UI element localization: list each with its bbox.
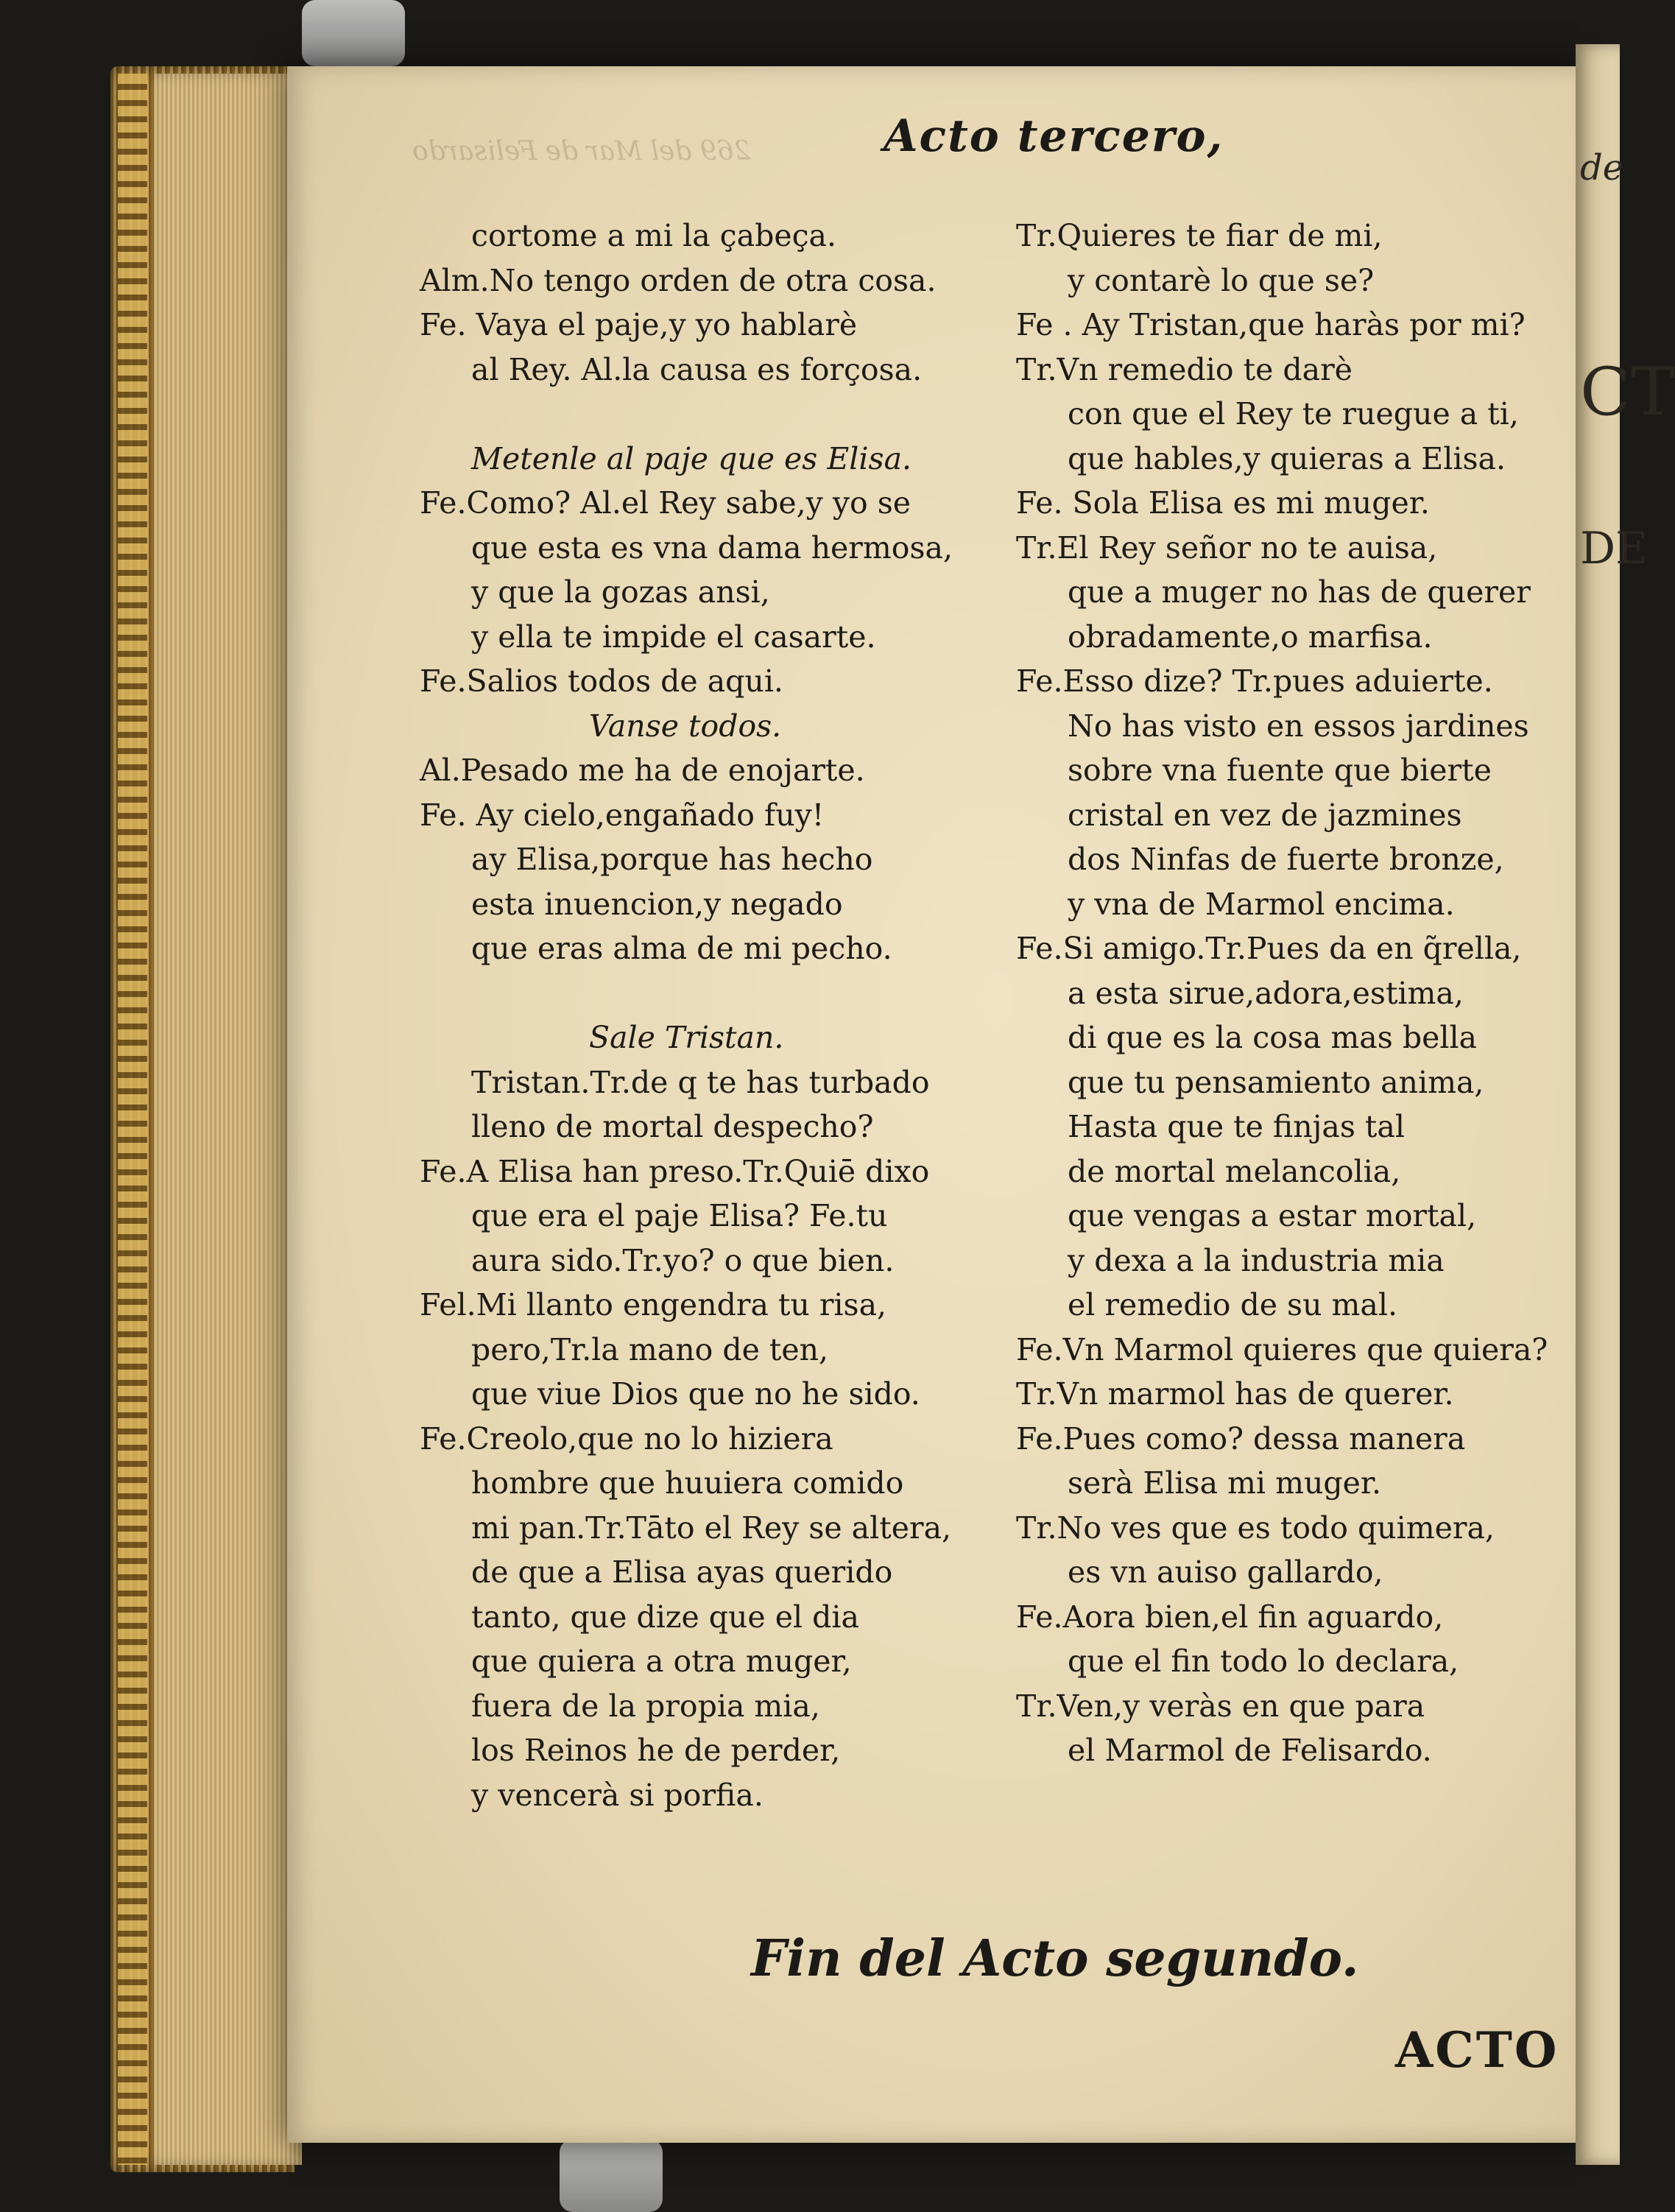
verse-line: que era el paje Elisa? Fe.tu: [471, 1198, 888, 1233]
blank-line: [420, 392, 965, 437]
verse-line: cortome a mi la çabeça.: [471, 218, 837, 253]
verse-line: Fe.A Elisa han preso.Tr.Quiē dixo: [420, 1153, 930, 1189]
verse-line: Fe.Como? Al.el Rey sabe,y yo se: [420, 485, 911, 521]
verse-line: es vn auiso gallardo,: [1068, 1554, 1383, 1590]
verse-line: Fel.Mi llanto engendra tu risa,: [420, 1287, 887, 1322]
verse-line: Tr.No ves que es todo quimera,: [1016, 1510, 1495, 1546]
verse-line: que el fin todo lo declara,: [1068, 1644, 1459, 1679]
verse-line: Fe.Vn Marmol quieres que quiera?: [1016, 1331, 1548, 1367]
verse-line: Alm.No tengo orden de otra cosa.: [420, 262, 937, 298]
verse-line: sobre vna fuente que bierte: [1068, 753, 1492, 788]
stage-direction: Sale Tristan.: [589, 1020, 784, 1055]
stage-direction: Metenle al paje que es Elisa.: [471, 440, 912, 476]
verse-line: aura sido.Tr.yo? o que bien.: [471, 1242, 895, 1278]
verse-line: los Reinos he de perder,: [471, 1733, 841, 1768]
verse-line: con que el Rey te ruegue a ti,: [1068, 396, 1519, 432]
verse-line: cristal en vez de jazmines: [1068, 797, 1462, 833]
act-end-colophon: Fin del Acto segundo.: [751, 1929, 1359, 1988]
book-clip-bottom: [560, 2139, 663, 2212]
verse-line: Tr.Vn remedio te darè: [1016, 351, 1353, 387]
verse-line: y vna de Marmol encima.: [1068, 886, 1455, 922]
verse-line: el remedio de su mal.: [1068, 1287, 1397, 1322]
verse-line: mi pan.Tr.Tāto el Rey se altera,: [471, 1510, 952, 1546]
facing-fragment: DE: [1580, 523, 1648, 574]
verse-line: y vencerà si porfia.: [471, 1777, 764, 1813]
facing-fragment: CT: [1580, 353, 1675, 431]
verse-line: el Marmol de Felisardo.: [1068, 1733, 1432, 1768]
catchword: ACTO: [1395, 2021, 1559, 2079]
verse-line: que viue Dios que no he sido.: [471, 1376, 920, 1412]
verse-line: di que es la cosa mas bella: [1068, 1020, 1478, 1055]
verse-line: al Rey. Al.la causa es forçosa.: [471, 351, 923, 387]
verse-line: Al.Pesado me ha de enojarte.: [420, 753, 865, 788]
show-through-text: 269 del Mar de Felisardo: [412, 136, 751, 166]
verse-line: Fe.Salios todos de aqui.: [420, 663, 783, 699]
verse-line: Fe . Ay Tristan,que haràs por mi?: [1016, 307, 1526, 342]
right-text-column: [1016, 214, 1561, 1773]
left-text-column: [420, 214, 965, 1817]
verse-line: y que la gozas ansi,: [471, 574, 770, 610]
verse-line: de mortal melancolia,: [1068, 1153, 1401, 1189]
verse-line: de que a Elisa ayas querido: [471, 1554, 893, 1590]
stage-direction: Vanse todos.: [589, 708, 782, 744]
book-clip-top: [302, 0, 405, 66]
verse-line: lleno de mortal despecho?: [471, 1109, 874, 1144]
verse-line: Tr.Quieres te fiar de mi,: [1016, 218, 1383, 253]
verse-line: Fe.Creolo,que no lo hiziera: [420, 1420, 833, 1457]
verse-line: a esta sirue,adora,estima,: [1068, 975, 1464, 1011]
verse-line: No has visto en essos jardines: [1068, 708, 1529, 744]
verse-line: que tu pensamiento anima,: [1068, 1064, 1484, 1100]
verse-line: Tr.El Rey señor no te auisa,: [1016, 529, 1438, 566]
verse-line: y dexa a la industria mia: [1068, 1242, 1445, 1278]
verse-line: serà Elisa mi muger.: [1068, 1465, 1381, 1501]
verse-line: y ella te impide el casarte.: [471, 619, 876, 655]
verse-line: Fe. Sola Elisa es mi muger.: [1016, 485, 1430, 521]
verse-line: que esta es vna dama hermosa,: [471, 529, 953, 566]
verse-line: Tristan.Tr.de q te has turbado: [471, 1064, 930, 1100]
page-stack: [155, 74, 302, 2165]
verse-line: pero,Tr.la mano de ten,: [471, 1331, 829, 1367]
verse-line: que quiera a otra muger,: [471, 1644, 852, 1679]
verse-line: y contarè lo que se?: [1068, 262, 1375, 298]
verse-line: fuera de la propia mia,: [471, 1688, 820, 1724]
verse-line: Hasta que te finjas tal: [1068, 1109, 1405, 1144]
verse-line: Fe.Si amigo.Tr.Pues da en q̃rella,: [1016, 931, 1522, 966]
verse-line: que hables,y quieras a Elisa.: [1068, 440, 1506, 476]
verse-line: que eras alma de mi pecho.: [471, 931, 892, 966]
verse-line: Fe.Esso dize? Tr.pues aduierte.: [1016, 663, 1493, 699]
verse-line: que vengas a estar mortal,: [1068, 1198, 1477, 1233]
verse-line: obradamente,o marfisa.: [1068, 619, 1433, 655]
facing-fragment: de: [1580, 147, 1624, 189]
verse-line: que a muger no has de querer: [1068, 574, 1531, 610]
verse-line: hombre que huuiera comido: [471, 1465, 904, 1501]
facing-page-edge: [1576, 44, 1675, 2165]
verse-line: tanto, que dize que el dia: [471, 1599, 859, 1635]
verse-line: esta inuencion,y negado: [471, 886, 843, 922]
verse-line: Tr.Ven,y veràs en que para: [1016, 1688, 1425, 1724]
verse-line: dos Ninfas de fuerte bronze,: [1068, 842, 1504, 877]
running-head: Acto tercero,: [884, 110, 1224, 162]
verse-line: ay Elisa,porque has hecho: [471, 842, 873, 877]
verse-line: Tr.Vn marmol has de querer.: [1016, 1376, 1454, 1412]
verse-line: Fe.Pues como? dessa manera: [1016, 1420, 1466, 1457]
verse-line: Fe. Vaya el paje,y yo hablarè: [420, 307, 858, 342]
verse-line: Fe. Ay cielo,engañado fuy!: [420, 797, 825, 833]
blank-line: [420, 971, 965, 1016]
verse-line: Fe.Aora bien,el fin aguardo,: [1016, 1599, 1444, 1635]
